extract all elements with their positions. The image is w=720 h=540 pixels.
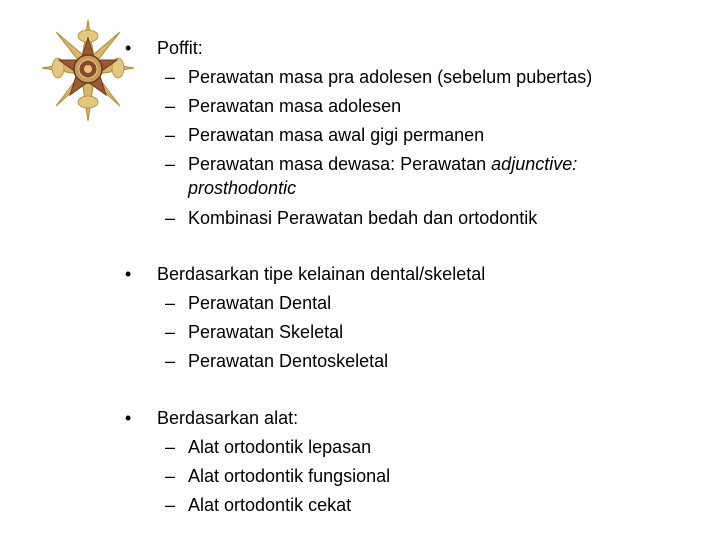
dash-marker: – [165, 495, 176, 515]
dash-marker: – [165, 67, 176, 87]
bullet-marker: • [125, 264, 132, 284]
list-item: Perawatan masa adolesen [188, 96, 402, 116]
list-item: Alat ortodontik cekat [188, 495, 352, 515]
list-item: Kombinasi Perawatan bedah dan ortodontik [188, 208, 538, 228]
section-kelainan-heading: Berdasarkan tipe kelainan dental/skeletal [157, 264, 486, 284]
dash-marker: – [165, 125, 176, 145]
bullet-marker: • [125, 408, 132, 428]
dash-marker: – [165, 351, 176, 371]
dash-marker: – [165, 96, 176, 116]
list-item: Perawatan Dentoskeletal [188, 351, 389, 371]
list-item: Perawatan masa pra adolesen (sebelum pubertas) [188, 67, 593, 87]
dash-marker: – [165, 208, 176, 228]
dash-marker: – [165, 293, 176, 313]
dash-marker: – [165, 466, 176, 486]
dash-marker: – [165, 322, 176, 342]
section-alat-heading: Berdasarkan alat: [157, 408, 299, 428]
item-italic-text: adjunctive: [491, 154, 578, 174]
list-item-adjunctive [188, 152, 577, 176]
list-item: Alat ortodontik lepasan [188, 437, 372, 457]
list-item: Perawatan masa awal gigi permanen [188, 125, 485, 145]
dash-marker: – [165, 437, 176, 457]
list-item: Perawatan Dental [188, 293, 332, 313]
item-italic-continuation: prosthodontic [188, 178, 297, 198]
item-prefix-text: Perawatan masa dewasa: Perawatan [188, 154, 492, 174]
list-item: Perawatan Skeletal [188, 322, 344, 342]
section-poffit-heading: Poffit: [157, 38, 203, 58]
list-item: Alat ortodontik fungsional [188, 466, 391, 486]
bullet-marker: • [125, 38, 132, 58]
dash-marker: – [165, 154, 176, 174]
